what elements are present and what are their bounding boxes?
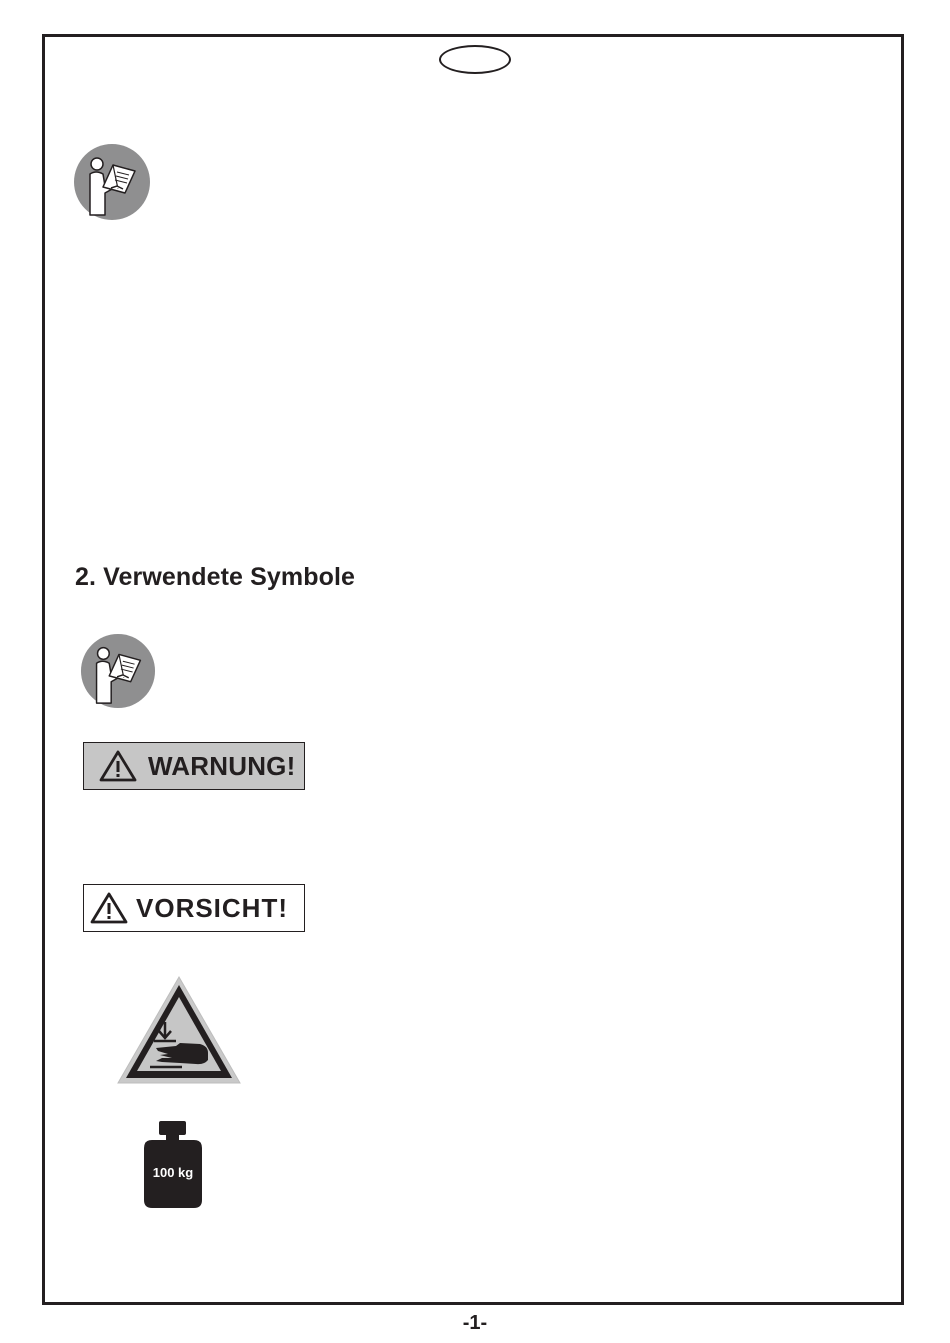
page-number: -1- [462, 1312, 488, 1334]
caution-label: VORSICHT! [136, 892, 288, 923]
weight-label: 100 kg [152, 1165, 194, 1180]
hand-crush-warning-icon [116, 975, 242, 1085]
warning-triangle-icon [98, 749, 138, 783]
section-heading: 2. Verwendete Symbole [75, 563, 355, 591]
weight-icon [140, 1118, 206, 1210]
page-border [42, 34, 904, 1305]
read-manual-icon [80, 633, 156, 709]
read-manual-icon [73, 143, 151, 221]
warning-sign [83, 742, 305, 790]
warning-label: WARNUNG! [148, 750, 296, 781]
warning-triangle-icon [89, 891, 129, 925]
caution-sign [83, 884, 305, 932]
language-badge [439, 45, 511, 74]
